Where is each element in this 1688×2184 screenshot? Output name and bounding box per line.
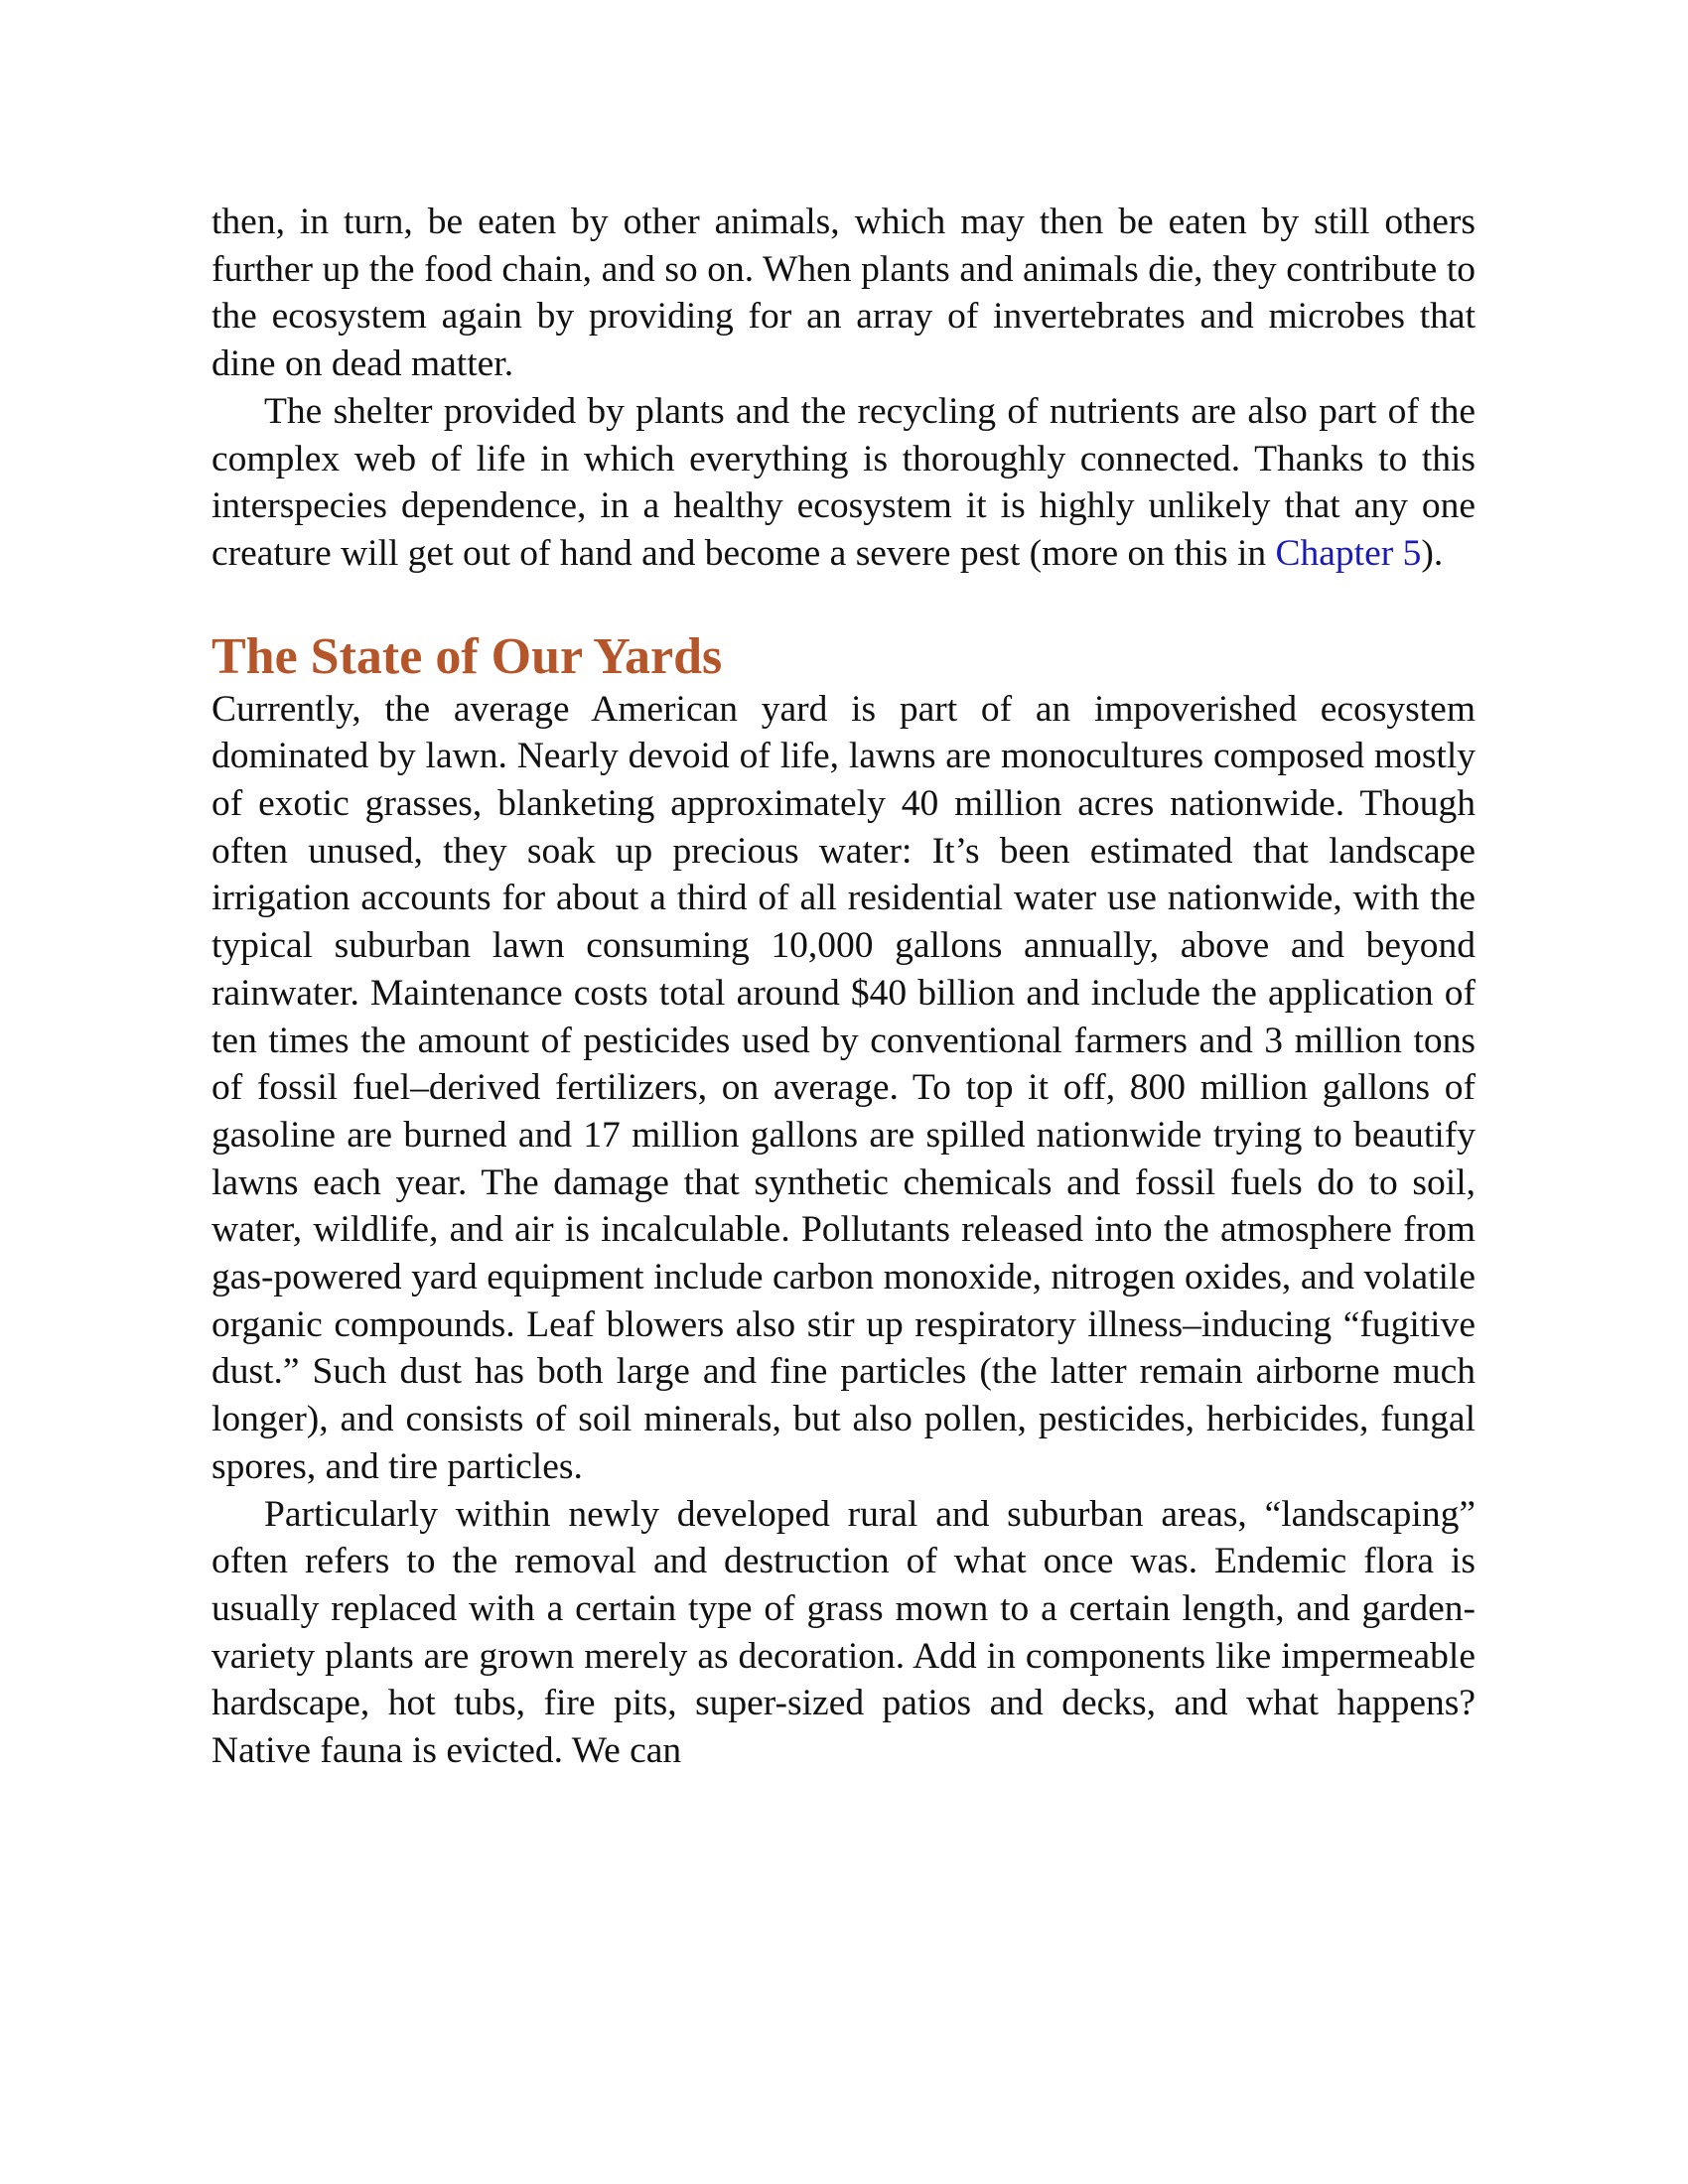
page-body: [211, 199, 1476, 1775]
chapter-5-link[interactable]: Chapter 5: [1275, 532, 1422, 574]
section-heading: The State of Our Yards: [211, 627, 723, 685]
paragraph-shelter: [211, 388, 1476, 578]
paragraph-food-chain: then, in turn, be eaten by other animals, which may then be eaten by still others further up the food chain, and so on. When plants and animals die, they contribute to the ecosystem again by providing for an array of invertebrates and microbes that dine on dead matter.: [211, 202, 1476, 385]
paragraph-yards-lawn: Currently, the average American yard is part of an impoverished ecosystem dominated by lawn. Nearly devoid of life, lawns are monocultures composed mostly of exotic grasses, blanketing approximately 40 million acres nationwide. Though often unused, they soak up precious water: It’s been estimated that landscape irrigation accounts for about a third of all residential water use nationwide, with the typical suburban lawn consuming 10,000 gallons annually, above and beyond rainwater. Maintenance costs total around $40 billion and include the application of ten times the amount of pesticides used by conventional farmers and 3 million tons of fossil fuel–derived fertilizers, on average. To top it off, 800 million gallons of gasoline are burned and 17 million gallons are spilled nationwide trying to beautify lawns each year. The damage that synthetic chemicals and fossil fuels do to soil, water, wildlife, and air is incalculable. Pollutants released into the atmosphere from gas-powered yard equipment include carbon monoxide, nitrogen oxides, and volatile organic compounds. Leaf blowers also stir up respiratory illness–inducing “fugitive dust.” Such dust has both large and fine particles (the latter remain airborne much longer), and consists of soil minerals, but also pollen, pesticides, herbicides, fungal spores, and tire particles.: [211, 688, 1476, 1487]
paragraph-shelter-end: ).: [1421, 532, 1444, 574]
paragraph-landscaping: Particularly within newly developed rural and suburban areas, “landscaping” often refers to the removal and destruction of what once was. Endemic flora is usually replaced with a certain type of grass mown to a certain length, and garden-variety plants are grown merely as decoration. Add in components like impermeable hardscape, hot tubs, fire pits, super-sized patios and decks, and what happens? Native fauna is evicted. We can: [211, 1493, 1476, 1772]
paragraph-shelter-text: The shelter provided by plants and the recycling of nutrients are also part of the complex web of life in which everything is thoroughly connected. Thanks to this interspecies dependence, in a healthy ecosystem it is highly unlikely that any one creature will get out of hand and become a severe pest (more on this in: [211, 390, 1476, 574]
